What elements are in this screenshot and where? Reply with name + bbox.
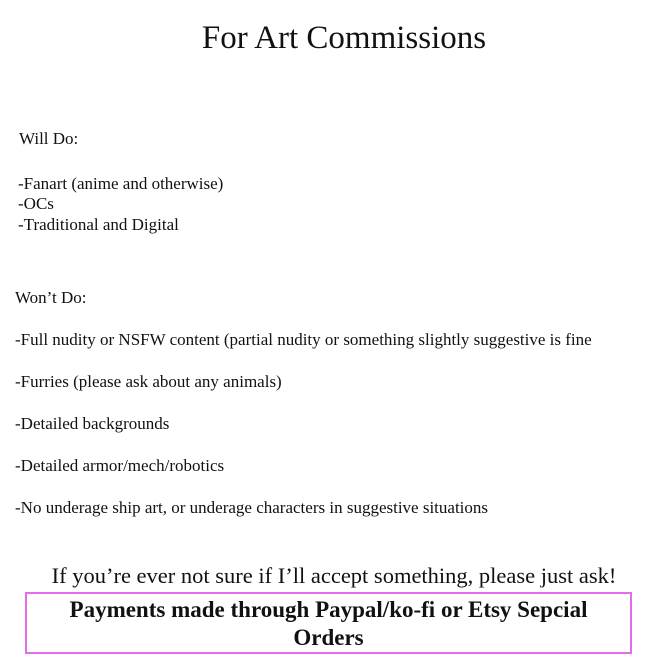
wont-do-heading: Won’t Do: [15, 288, 87, 307]
will-do-item: -Fanart (anime and otherwise) [18, 174, 224, 193]
wont-do-item: -Full nudity or NSFW content (partial nudity or something slightly suggestive is fine [15, 330, 592, 349]
footer-note: If you’re ever not sure if I’ll accept something, please just ask! [51, 563, 617, 588]
will-do-item: -OCs [18, 194, 54, 213]
payment-line-2: Orders [293, 625, 364, 650]
payment-line-1: Payments made through Paypal/ko-fi or Etsy Sepcial [69, 597, 588, 622]
payment-info-box [25, 592, 632, 654]
page-title: For Art Commissions [201, 20, 487, 56]
wont-do-item: -Detailed backgrounds [15, 414, 170, 433]
wont-do-item: -No underage ship art, or underage characters in suggestive situations [15, 498, 489, 517]
wont-do-item: -Detailed armor/mech/robotics [15, 456, 225, 475]
payment-info-text [27, 596, 630, 652]
will-do-item: -Traditional and Digital [18, 215, 179, 234]
wont-do-item: -Furries (please ask about any animals) [15, 372, 282, 391]
will-do-heading: Will Do: [19, 129, 79, 148]
